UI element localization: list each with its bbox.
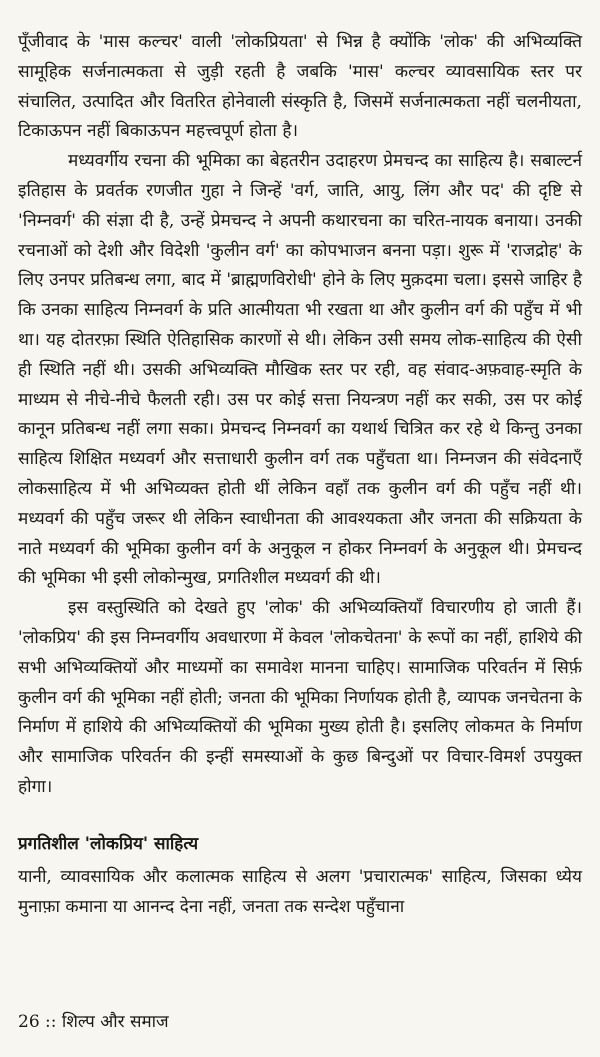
book-title: शिल्प और समाज (61, 1012, 169, 1032)
paragraph-final: यानी, व्यावसायिक और कलात्मक साहित्य से अलग 'प्रचारात्मक' साहित्य, जिसका ध्येय मुनाफ़ा कमाना या आनन्द देना नहीं, जनता तक सन्देश पहुँचाना (18, 866, 582, 917)
paragraph-premchand: मध्यवर्गीय रचना की भूमिका का बेहतरीन उदाहरण प्रेमचन्द का साहित्य है। सबाल्टर्न इतिहास के प्रवर्तक रणजीत गुहा ने जिन्हें 'वर्ग, जाति, आयु, लिंग और पद' की दृष्टि से 'निम्नवर्ग' की संज्ञा दी है, उन्हें प्रेमचन्द ने अपनी कथारचना का चरित-नायक बनाया। उनकी रचनाओं को देशी और विदेशी 'कुलीन वर्ग' का कोपभाजन बनना पड़ा। शुरू में 'राजद्रोह' के लिए उनपर प्रतिबन्ध लगा, बाद में 'ब्राह्मणविरोधी' होने के लिए मुक़दमा चला। इससे जाहिर है कि उनका साहित्य निम्नवर्ग के प्रति आत्मीयता भी रखता था और कुलीन वर्ग की पहुँच में भी था। यह दोतरफ़ा स्थिति ऐतिहासिक कारणों से थी। लेकिन उसी समय लोक-साहित्य की ऐसी ही स्थिति नहीं थी। उसकी अभिव्यक्ति मौखिक स्तर पर रही, वह संवाद-अफ़वाह-स्मृति के माध्यम से नीचे-नीचे फैलती रही। उस पर कोई सत्ता नियन्त्रण नहीं कर सकी, उस पर कोई कानून प्रतिबन्ध नहीं लगा सका। प्रेमचन्द निम्नवर्ग का यथार्थ चित्रित कर रहे थे किन्तु उनका साहित्य शिक्षित मध्यवर्ग और सत्ताधारी कुलीन वर्ग तक पहुँचता था। निम्नजन की संवेदनाएँ लोकसाहित्य में भी अभिव्यक्त होती थीं लेकिन वहाँ तक कुलीन वर्ग की पहुँच नहीं थी। मध्यवर्ग की पहुँच जरूर थी लेकिन स्वाधीनता की आवश्यकता और जनता की सक्रियता के नाते मध्यवर्ग की भूमिका कुलीन वर्ग के अनुकूल न होकर निम्नवर्ग के अनुकूल थी। प्रेमचन्द की भूमिका भी इसी लोकोन्मुख, प्रगतिशील मध्यवर्ग की थी। (18, 151, 582, 589)
page-number: 26 (18, 1012, 40, 1032)
paragraph-lok-expression: इस वस्तुस्थिति को देखते हुए 'लोक' की अभिव्यक्तियाँ विचारणीय हो जाती हैं। 'लोकप्रिय' की इस निम्नवर्गीय अवधारणा में केवल 'लोकचेतना' के रूपों का नहीं, हाशिये की सभी अभिव्यक्तियों और माध्यमों का समावेश मानना चाहिए। सामाजिक परिवर्तन में सिर्फ़ कुलीन वर्ग की भूमिका नहीं होती; जनता की भूमिका निर्णायक होती है, व्यापक जनचेतना के निर्माण में हाशिये की अभिव्यक्तियों की भूमिका मुख्य होती है। इसलिए लोकमत के निर्माण और सामाजिक परिवर्तन की इन्हीं समस्याओं के कुछ बिन्दुओं पर विचार-विमर्श उपयुक्त होगा। (18, 598, 582, 797)
paragraph-continued: पूँजीवाद के 'मास कल्चर' वाली 'लोकप्रियता' से भिन्न है क्योंकि 'लोक' की अभिव्यक्ति सामूहिक सर्जनात्मकता से जुड़ी रहती है जबकि 'मास' कल्चर व्यावसायिक स्तर पर संचालित, उत्पादित और वितरित होनेवाली संस्कृति है, जिसमें सर्जनात्मकता नहीं चलनीयता, टिकाऊपन नहीं बिकाऊपन महत्त्वपूर्ण होता है। (18, 32, 582, 142)
section-heading: प्रगतिशील 'लोकप्रिय' साहित्य (18, 833, 199, 854)
footer-separator: :: (45, 1012, 57, 1032)
page-footer (18, 1007, 169, 1037)
